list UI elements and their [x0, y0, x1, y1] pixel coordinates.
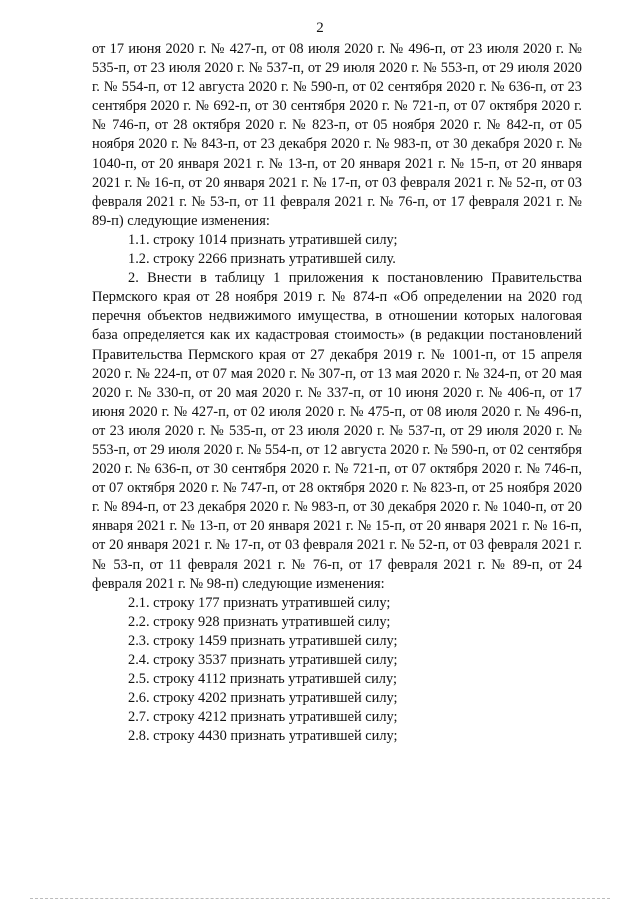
- list-item: 1.1. строку 1014 признать утратившей силу;: [128, 231, 398, 248]
- list-item: 2.1. строку 177 признать утратившей силу;: [128, 594, 391, 611]
- scan-edge-line: [30, 898, 610, 899]
- list-item: 2.5. строку 4112 признать утратившей силу;: [128, 671, 397, 688]
- list-item: 2.4. строку 3537 признать утратившей силу;: [128, 652, 398, 668]
- list-item: 2.8. строку 4430 признать утратившей силу;: [128, 728, 398, 745]
- list-item: 2.3. строку 1459 признать утратившей силу;: [128, 632, 398, 649]
- document-body: [92, 40, 582, 746]
- page-number: 2: [316, 20, 324, 36]
- paragraph-2: 2. Внести в таблицу 1 приложения к постановлению Правительства Пермского края от 28 ноября 2019 г. № 874-п «Об определении на 2020 год перечня объектов недвижимого имущества, в отношении которых налоговая база определяется как их кадастровая стоимость» (в редакции постановлений Правительства Пермского края от 27 декабря 2019 г. № 1001-п, от 15 апреля 2020 г. № 224-п, от 07 мая 2020 г. № 307-п, от 13 мая 2020 г. № 324-п, от 20 мая 2020 г. № 330-п, от 20 мая 2020 г. № 337-п, от 10 июня 2020 г. № 406-п, от 17 июня 2020 г. № 427-п, от 02 июля 2020 г. № 475-п, от 08 июля 2020 г. № 496-п, от 23 июля 2020 г. № 535-п, от 23 июля 2020 г. № 537-п, от 29 июля 2020 г. № 553-п, от 29 июля 2020 г. № 554-п, от 12 августа 2020 г. № 590-п, от 02 сентября 2020 г. № 636-п, от 30 сентября 2020 г. № 721-п, от 07 октября 2020 г. № 746-п, от 07 октября 2020 г. № 747-п, от 28 октября 2020 г. № 823-п, от 25 ноября 2020 г. № 894-п, от 23 декабря 2020 г. № 983-п, от 30 декабря 2020 г. № 1040-п, от 20 января 2021 г. № 13-п, от 20 января 2021 г. № 15-п, от 20 января 2021 г. № 16-п, от 20 января 2021 г. № 17-п, от 03 февраля 2021 г. № 52-п, от 03 февраля 2021 г. № 53-п, от 11 февраля 2021 г. № 76-п, от 17 февраля 2021 г. № 89-п, от 24 февраля 2021 г. № 98-п) следующие изменения:: [92, 270, 582, 592]
- list-item: 1.2. строку 2266 признать утратившей силу.: [128, 251, 396, 268]
- list-item: 2.6. строку 4202 признать утратившей силу;: [128, 690, 398, 707]
- list-item: 2.2. строку 928 признать утратившей силу;: [128, 613, 391, 630]
- list-item: 2.7. строку 4212 признать утратившей силу;: [128, 709, 398, 726]
- paragraph-continuation: от 17 июня 2020 г. № 427-п, от 08 июля 2020 г. № 496-п, от 23 июля 2020 г. № 535-п, от 23 июля 2020 г. № 537-п, от 29 июля 2020 г. № 553-п, от 29 июля 2020 г. № 554-п, от 12 августа 2020 г. № 590-п, от 02 сентября 2020 г. № 636-п, от 23 сентября 2020 г. № 692-п, от 30 сентября 2020 г. № 721-п, от 07 октября 2020 г. № 746-п, от 28 октября 2020 г. № 823-п, от 05 ноября 2020 г. № 842-п, от 05 ноября 2020 г. № 843-п, от 23 декабря 2020 г. № 983-п, от 30 декабря 2020 г. № 1040-п, от 20 января 2021 г. № 13-п, от 20 января 2021 г. № 15-п, от 20 января 2021 г. № 16-п, от 20 января 2021 г. № 17-п, от 03 февраля 2021 г. № 52-п, от 03 февраля 2021 г. № 53-п, от 11 февраля 2021 г. № 76-п, от 17 февраля 2021 г. № 89-п) следующие изменения:: [92, 41, 582, 229]
